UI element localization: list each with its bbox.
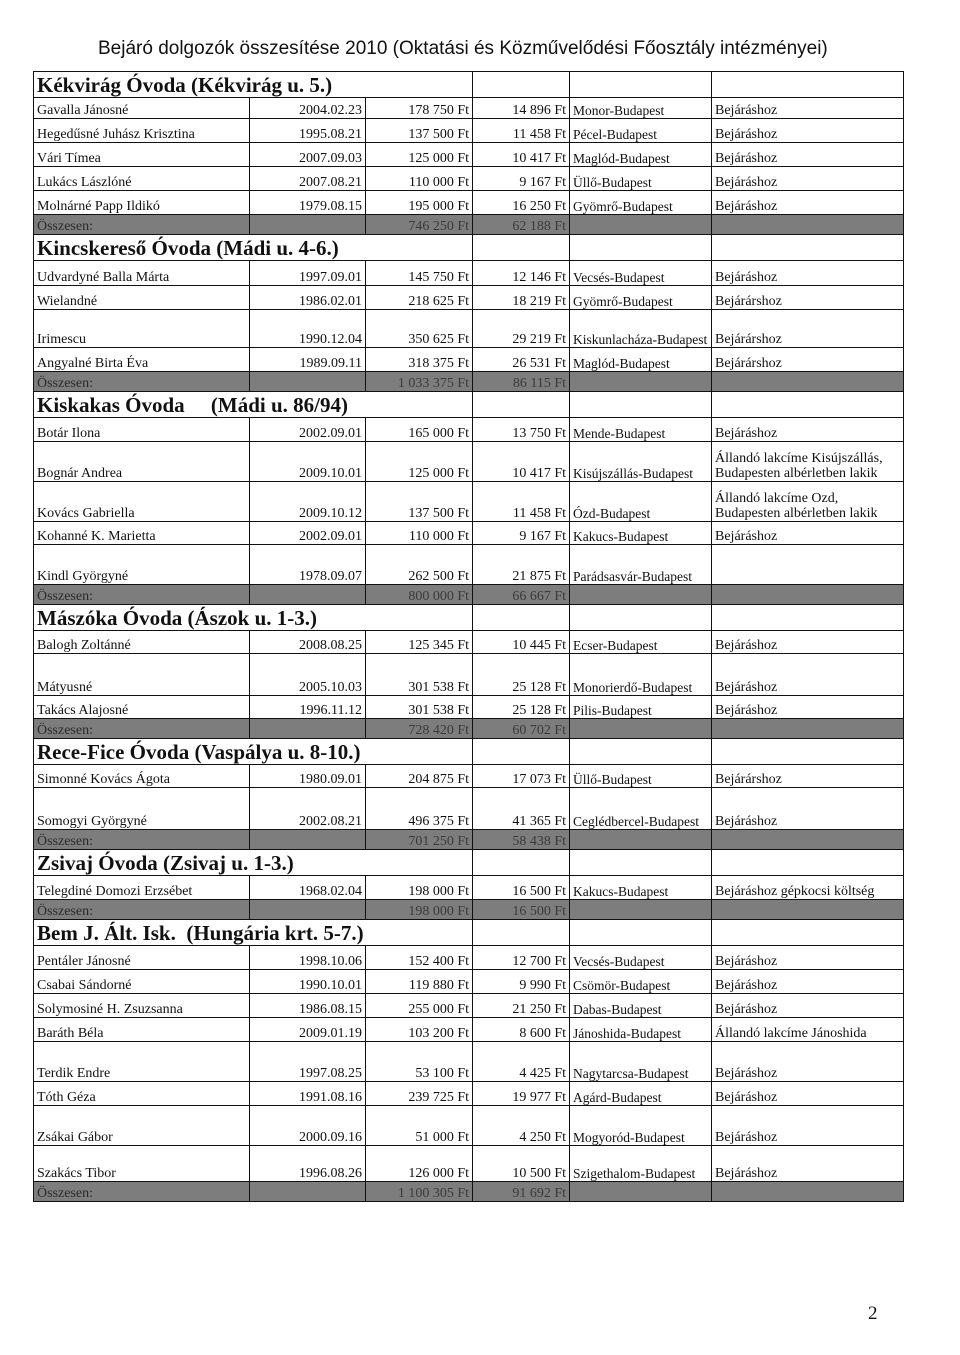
employee-name: Tóth Géza — [34, 1082, 250, 1106]
purpose-note: Állandó lakcíme Kisújszállás, Budapesten albérletben lakik — [712, 442, 904, 482]
employee-name: Takács Alajosné — [34, 696, 250, 719]
monthly-amount: 21 250 Ft — [473, 994, 570, 1018]
start-date: 2005.10.03 — [250, 654, 366, 696]
annual-amount: 110 000 Ft — [366, 522, 473, 545]
section-heading-row — [34, 605, 904, 631]
start-date: 1996.11.12 — [250, 696, 366, 719]
total-annual: 800 000 Ft — [366, 585, 473, 605]
purpose-note: Bejáráshoz — [712, 1146, 904, 1182]
purpose-note: Bejáráshoz — [712, 696, 904, 719]
monthly-amount: 11 458 Ft — [473, 119, 570, 143]
annual-amount: 53 100 Ft — [366, 1042, 473, 1082]
monthly-amount: 41 365 Ft — [473, 788, 570, 830]
empty-cell — [473, 235, 570, 261]
empty-cell — [712, 830, 904, 850]
empty-cell — [712, 585, 904, 605]
start-date: 2007.09.03 — [250, 143, 366, 167]
table-row — [34, 545, 904, 585]
commute-route: Csömör-Budapest — [570, 970, 712, 994]
purpose-note: Bejáráshoz — [712, 994, 904, 1018]
monthly-amount: 26 531 Ft — [473, 348, 570, 372]
purpose-note: Bejáráshoz — [712, 631, 904, 654]
monthly-amount: 12 146 Ft — [473, 261, 570, 286]
total-label: Összesen: — [34, 719, 250, 739]
employee-name: Gavalla Jánosné — [34, 98, 250, 119]
commute-route: Vecsés-Budapest — [570, 261, 712, 286]
employee-name: Hegedűsné Juhász Krisztina — [34, 119, 250, 143]
employee-name: Baráth Béla — [34, 1018, 250, 1042]
employee-name: Balogh Zoltánné — [34, 631, 250, 654]
commute-route: Szigethalom-Budapest — [570, 1146, 712, 1182]
annual-amount: 126 000 Ft — [366, 1146, 473, 1182]
total-annual: 1 033 375 Ft — [366, 372, 473, 392]
commute-route: Vecsés-Budapest — [570, 946, 712, 970]
annual-amount: 137 500 Ft — [366, 119, 473, 143]
empty-cell — [570, 920, 712, 946]
annual-amount: 301 538 Ft — [366, 696, 473, 719]
monthly-amount: 16 500 Ft — [473, 876, 570, 900]
start-date: 2009.01.19 — [250, 1018, 366, 1042]
monthly-amount: 9 167 Ft — [473, 167, 570, 191]
empty-cell — [250, 215, 366, 235]
commute-route: Ecser-Budapest — [570, 631, 712, 654]
monthly-amount: 12 700 Ft — [473, 946, 570, 970]
employee-name: Botár Ilona — [34, 418, 250, 442]
employee-name: Szakács Tibor — [34, 1146, 250, 1182]
purpose-note: Bejáráshoz — [712, 654, 904, 696]
start-date: 1978.09.07 — [250, 545, 366, 585]
empty-cell — [473, 72, 570, 98]
start-date: 1980.09.01 — [250, 765, 366, 788]
monthly-amount: 29 219 Ft — [473, 310, 570, 348]
annual-amount: 125 000 Ft — [366, 143, 473, 167]
total-annual: 198 000 Ft — [366, 900, 473, 920]
section-heading-row — [34, 739, 904, 765]
empty-cell — [570, 235, 712, 261]
section-heading-row — [34, 850, 904, 876]
empty-cell — [712, 920, 904, 946]
table-row — [34, 143, 904, 167]
commute-route: Kiskunlacháza-Budapest — [570, 310, 712, 348]
section-heading: Mászóka Óvoda (Ászok u. 1-3.) — [34, 605, 473, 631]
table-row — [34, 1042, 904, 1082]
table-row — [34, 310, 904, 348]
table-row — [34, 765, 904, 788]
employee-name: Telegdiné Domozi Erzsébet — [34, 876, 250, 900]
empty-cell — [473, 739, 570, 765]
annual-amount: 318 375 Ft — [366, 348, 473, 372]
empty-cell — [570, 1182, 712, 1202]
commute-route: Parádsasvár-Budapest — [570, 545, 712, 585]
start-date: 1995.08.21 — [250, 119, 366, 143]
empty-cell — [570, 900, 712, 920]
commute-route: Maglód-Budapest — [570, 143, 712, 167]
employee-name: Zsákai Gábor — [34, 1106, 250, 1146]
total-label: Összesen: — [34, 585, 250, 605]
table-row — [34, 1082, 904, 1106]
empty-cell — [570, 372, 712, 392]
table-row — [34, 1018, 904, 1042]
employee-name: Kovács Gabriella — [34, 482, 250, 522]
annual-amount: 262 500 Ft — [366, 545, 473, 585]
section-heading-row — [34, 920, 904, 946]
purpose-note: Bejárárshoz — [712, 348, 904, 372]
start-date: 2009.10.12 — [250, 482, 366, 522]
commute-route: Maglód-Budapest — [570, 348, 712, 372]
monthly-amount: 8 600 Ft — [473, 1018, 570, 1042]
empty-cell — [570, 585, 712, 605]
employee-name: Kindl Györgyné — [34, 545, 250, 585]
total-label: Összesen: — [34, 900, 250, 920]
annual-amount: 119 880 Ft — [366, 970, 473, 994]
start-date: 2002.09.01 — [250, 418, 366, 442]
total-label: Összesen: — [34, 1182, 250, 1202]
document-title: Bejáró dolgozók összesítése 2010 (Oktatási és Közművelődési Főosztály intézményei) — [98, 38, 828, 59]
start-date: 1986.08.15 — [250, 994, 366, 1018]
empty-cell — [250, 1182, 366, 1202]
empty-cell — [250, 830, 366, 850]
start-date: 2002.08.21 — [250, 788, 366, 830]
monthly-amount: 21 875 Ft — [473, 545, 570, 585]
total-monthly: 86 115 Ft — [473, 372, 570, 392]
section-total-row — [34, 1182, 904, 1202]
annual-amount: 350 625 Ft — [366, 310, 473, 348]
employee-name: Udvardyné Balla Márta — [34, 261, 250, 286]
table-row — [34, 348, 904, 372]
employee-name: Wielandné — [34, 286, 250, 310]
commute-route: Mende-Budapest — [570, 418, 712, 442]
empty-cell — [570, 739, 712, 765]
start-date: 1991.08.16 — [250, 1082, 366, 1106]
purpose-note: Bejáráshoz — [712, 418, 904, 442]
page-number: 2 — [868, 1303, 878, 1324]
commute-route: Agárd-Budapest — [570, 1082, 712, 1106]
monthly-amount: 14 896 Ft — [473, 98, 570, 119]
employee-name: Somogyi Györgyné — [34, 788, 250, 830]
start-date: 1997.08.25 — [250, 1042, 366, 1082]
annual-amount: 110 000 Ft — [366, 167, 473, 191]
empty-cell — [473, 605, 570, 631]
annual-amount: 301 538 Ft — [366, 654, 473, 696]
commute-route: Monor-Budapest — [570, 98, 712, 119]
empty-cell — [570, 392, 712, 418]
employee-name: Csabai Sándorné — [34, 970, 250, 994]
monthly-amount: 9 167 Ft — [473, 522, 570, 545]
table-row — [34, 191, 904, 215]
purpose-note: Bejáráshoz — [712, 98, 904, 119]
start-date: 2009.10.01 — [250, 442, 366, 482]
section-total-row — [34, 372, 904, 392]
employee-name: Mátyusné — [34, 654, 250, 696]
annual-amount: 218 625 Ft — [366, 286, 473, 310]
start-date: 1979.08.15 — [250, 191, 366, 215]
empty-cell — [250, 719, 366, 739]
empty-cell — [712, 719, 904, 739]
start-date: 1996.08.26 — [250, 1146, 366, 1182]
monthly-amount: 10 417 Ft — [473, 143, 570, 167]
section-total-row — [34, 215, 904, 235]
section-heading: Zsivaj Óvoda (Zsivaj u. 1-3.) — [34, 850, 473, 876]
total-monthly: 91 692 Ft — [473, 1182, 570, 1202]
table-row — [34, 946, 904, 970]
commute-route: Pécel-Budapest — [570, 119, 712, 143]
section-heading: Rece-Fice Óvoda (Vaspálya u. 8-10.) — [34, 739, 473, 765]
section-total-row — [34, 900, 904, 920]
start-date: 2008.08.25 — [250, 631, 366, 654]
table-row — [34, 631, 904, 654]
total-monthly: 62 188 Ft — [473, 215, 570, 235]
empty-cell — [250, 372, 366, 392]
table-row — [34, 654, 904, 696]
start-date: 1968.02.04 — [250, 876, 366, 900]
employee-name: Molnárné Papp Ildikó — [34, 191, 250, 215]
empty-cell — [473, 850, 570, 876]
monthly-amount: 25 128 Ft — [473, 654, 570, 696]
purpose-note: Bejáráshoz gépkocsi költség — [712, 876, 904, 900]
empty-cell — [570, 850, 712, 876]
empty-cell — [712, 605, 904, 631]
monthly-amount: 10 500 Ft — [473, 1146, 570, 1182]
empty-cell — [250, 585, 366, 605]
table-row — [34, 994, 904, 1018]
start-date: 2000.09.16 — [250, 1106, 366, 1146]
table-row — [34, 1146, 904, 1182]
total-monthly: 16 500 Ft — [473, 900, 570, 920]
employee-name: Solymosiné H. Zsuzsanna — [34, 994, 250, 1018]
total-annual: 746 250 Ft — [366, 215, 473, 235]
section-total-row — [34, 585, 904, 605]
table-row — [34, 970, 904, 994]
total-monthly: 58 438 Ft — [473, 830, 570, 850]
section-heading-row — [34, 72, 904, 98]
employee-name: Bognár Andrea — [34, 442, 250, 482]
empty-cell — [712, 900, 904, 920]
monthly-amount: 13 750 Ft — [473, 418, 570, 442]
purpose-note: Bejárárshoz — [712, 286, 904, 310]
purpose-note: Bejáráshoz — [712, 946, 904, 970]
start-date: 1997.09.01 — [250, 261, 366, 286]
employee-name: Kohanné K. Marietta — [34, 522, 250, 545]
commuter-table — [33, 71, 904, 1202]
total-annual: 701 250 Ft — [366, 830, 473, 850]
table-row — [34, 1106, 904, 1146]
annual-amount: 125 345 Ft — [366, 631, 473, 654]
annual-amount: 152 400 Ft — [366, 946, 473, 970]
monthly-amount: 4 250 Ft — [473, 1106, 570, 1146]
empty-cell — [570, 605, 712, 631]
employee-name: Simonné Kovács Ágota — [34, 765, 250, 788]
monthly-amount: 19 977 Ft — [473, 1082, 570, 1106]
purpose-note: Bejárárshoz — [712, 765, 904, 788]
employee-name: Terdik Endre — [34, 1042, 250, 1082]
total-label: Összesen: — [34, 830, 250, 850]
commute-route: Jánoshida-Budapest — [570, 1018, 712, 1042]
start-date: 2007.08.21 — [250, 167, 366, 191]
employee-name: Pentáler Jánosné — [34, 946, 250, 970]
start-date: 1990.10.01 — [250, 970, 366, 994]
start-date: 2004.02.23 — [250, 98, 366, 119]
annual-amount: 145 750 Ft — [366, 261, 473, 286]
empty-cell — [712, 739, 904, 765]
annual-amount: 204 875 Ft — [366, 765, 473, 788]
purpose-note: Bejáráshoz — [712, 191, 904, 215]
empty-cell — [712, 850, 904, 876]
commute-route: Gyömrő-Budapest — [570, 191, 712, 215]
empty-cell — [712, 392, 904, 418]
table-row — [34, 418, 904, 442]
empty-cell — [712, 1182, 904, 1202]
commute-route: Nagytarcsa-Budapest — [570, 1042, 712, 1082]
annual-amount: 165 000 Ft — [366, 418, 473, 442]
purpose-note: Állandó lakcíme Ozd, Budapesten albérletben lakik — [712, 482, 904, 522]
empty-cell — [570, 719, 712, 739]
start-date: 1990.12.04 — [250, 310, 366, 348]
purpose-note: Bejáráshoz — [712, 970, 904, 994]
start-date: 2002.09.01 — [250, 522, 366, 545]
empty-cell — [712, 72, 904, 98]
empty-cell — [570, 830, 712, 850]
total-label: Összesen: — [34, 215, 250, 235]
table-row — [34, 442, 904, 482]
purpose-note: Bejáráshoz — [712, 261, 904, 286]
table-row — [34, 788, 904, 830]
annual-amount: 137 500 Ft — [366, 482, 473, 522]
annual-amount: 239 725 Ft — [366, 1082, 473, 1106]
annual-amount: 198 000 Ft — [366, 876, 473, 900]
commute-route: Pilis-Budapest — [570, 696, 712, 719]
monthly-amount: 16 250 Ft — [473, 191, 570, 215]
empty-cell — [473, 920, 570, 946]
annual-amount: 103 200 Ft — [366, 1018, 473, 1042]
empty-cell — [250, 900, 366, 920]
commute-route: Kisújszállás-Budapest — [570, 442, 712, 482]
table-row — [34, 876, 904, 900]
monthly-amount: 9 990 Ft — [473, 970, 570, 994]
table-row — [34, 261, 904, 286]
purpose-note — [712, 545, 904, 585]
commute-route: Üllő-Budapest — [570, 765, 712, 788]
monthly-amount: 10 445 Ft — [473, 631, 570, 654]
monthly-amount: 11 458 Ft — [473, 482, 570, 522]
commute-route: Gyömrő-Budapest — [570, 286, 712, 310]
table-row — [34, 522, 904, 545]
commute-route: Mogyoród-Budapest — [570, 1106, 712, 1146]
commute-route: Dabas-Budapest — [570, 994, 712, 1018]
start-date: 1986.02.01 — [250, 286, 366, 310]
total-label: Összesen: — [34, 372, 250, 392]
purpose-note: Bejáráshoz — [712, 119, 904, 143]
table-row — [34, 98, 904, 119]
section-heading: Kiskakas Óvoda (Mádi u. 86/94) — [34, 392, 473, 418]
commute-route: Kakucs-Budapest — [570, 522, 712, 545]
section-total-row — [34, 719, 904, 739]
purpose-note: Bejáráshoz — [712, 1042, 904, 1082]
section-total-row — [34, 830, 904, 850]
total-annual: 1 100 305 Ft — [366, 1182, 473, 1202]
empty-cell — [570, 215, 712, 235]
annual-amount: 496 375 Ft — [366, 788, 473, 830]
annual-amount: 255 000 Ft — [366, 994, 473, 1018]
total-monthly: 60 702 Ft — [473, 719, 570, 739]
purpose-note: Bejáráshoz — [712, 1106, 904, 1146]
empty-cell — [712, 372, 904, 392]
annual-amount: 178 750 Ft — [366, 98, 473, 119]
purpose-note: Bejáráshoz — [712, 788, 904, 830]
purpose-note: Bejáráshoz — [712, 522, 904, 545]
annual-amount: 195 000 Ft — [366, 191, 473, 215]
monthly-amount: 4 425 Ft — [473, 1042, 570, 1082]
total-annual: 728 420 Ft — [366, 719, 473, 739]
table-row — [34, 119, 904, 143]
table-row — [34, 286, 904, 310]
purpose-note: Állandó lakcíme Jánoshida — [712, 1018, 904, 1042]
section-heading: Kékvirág Óvoda (Kékvirág u. 5.) — [34, 72, 473, 98]
table-row — [34, 167, 904, 191]
commute-route: Kakucs-Budapest — [570, 876, 712, 900]
commute-route: Monorierdő-Budapest — [570, 654, 712, 696]
commute-route: Ózd-Budapest — [570, 482, 712, 522]
purpose-note: Bejárárshoz — [712, 310, 904, 348]
monthly-amount: 25 128 Ft — [473, 696, 570, 719]
monthly-amount: 18 219 Ft — [473, 286, 570, 310]
section-heading-row — [34, 392, 904, 418]
monthly-amount: 17 073 Ft — [473, 765, 570, 788]
monthly-amount: 10 417 Ft — [473, 442, 570, 482]
purpose-note: Bejáráshoz — [712, 143, 904, 167]
section-heading-row — [34, 235, 904, 261]
start-date: 1989.09.11 — [250, 348, 366, 372]
employee-name: Angyalné Birta Éva — [34, 348, 250, 372]
start-date: 1998.10.06 — [250, 946, 366, 970]
total-monthly: 66 667 Ft — [473, 585, 570, 605]
employee-name: Lukács Lászlóné — [34, 167, 250, 191]
purpose-note: Bejáráshoz — [712, 1082, 904, 1106]
empty-cell — [473, 392, 570, 418]
annual-amount: 125 000 Ft — [366, 442, 473, 482]
employee-name: Vári Tímea — [34, 143, 250, 167]
commute-route: Ceglédbercel-Budapest — [570, 788, 712, 830]
empty-cell — [712, 235, 904, 261]
annual-amount: 51 000 Ft — [366, 1106, 473, 1146]
commute-route: Üllő-Budapest — [570, 167, 712, 191]
section-heading: Kincskereső Óvoda (Mádi u. 4-6.) — [34, 235, 473, 261]
table-row — [34, 696, 904, 719]
empty-cell — [570, 72, 712, 98]
employee-name: Irimescu — [34, 310, 250, 348]
purpose-note: Bejáráshoz — [712, 167, 904, 191]
section-heading: Bem J. Ált. Isk. (Hungária krt. 5-7.) — [34, 920, 473, 946]
empty-cell — [712, 215, 904, 235]
table-row — [34, 482, 904, 522]
